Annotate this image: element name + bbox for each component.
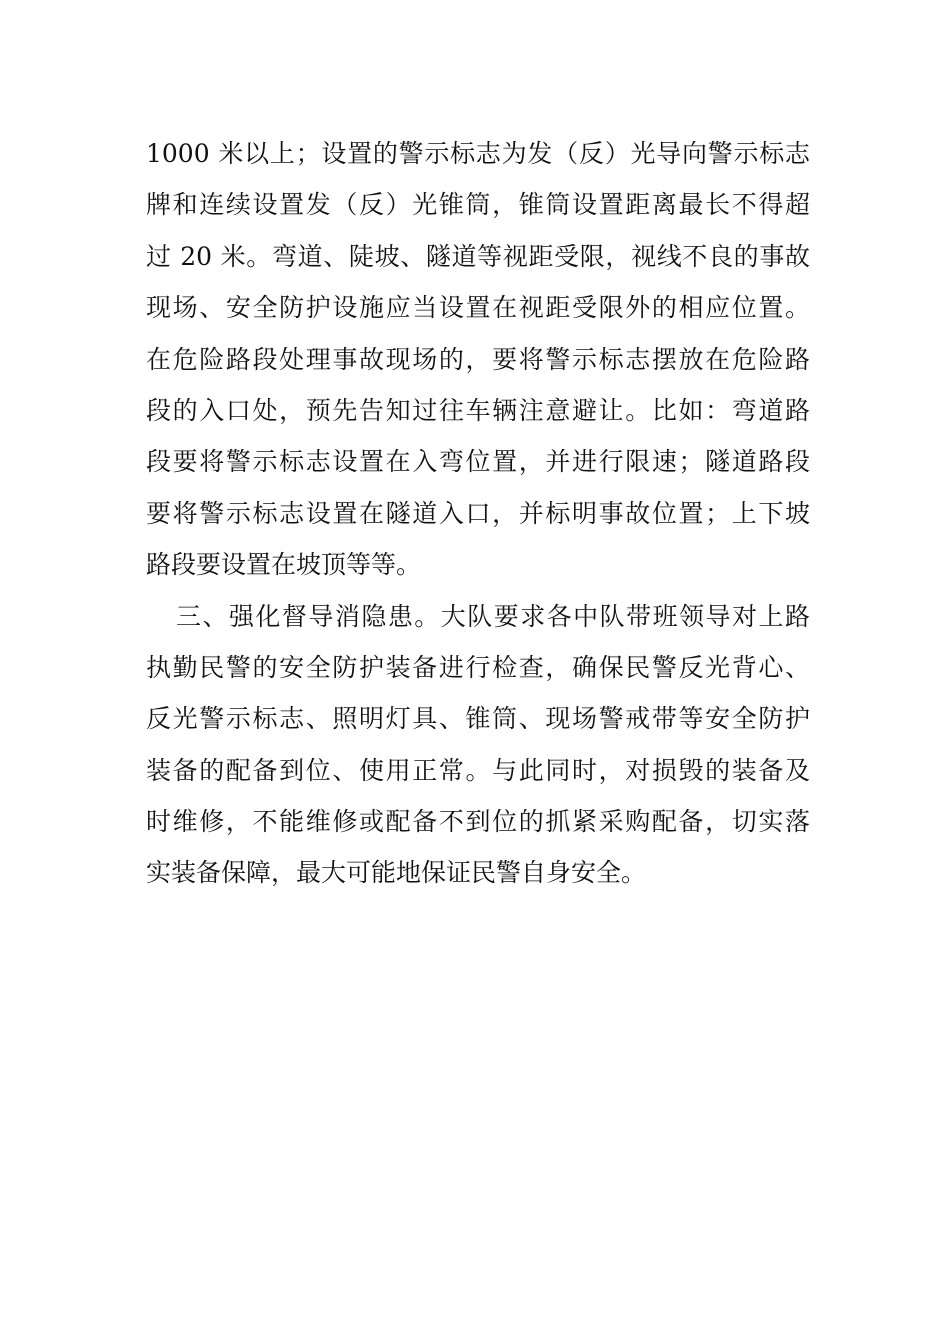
text-line: 执勤民警的安全防护装备进行检查，确保民警反光背心、 — [146, 652, 810, 682]
text-line: 时维修，不能维修或配备不到位的抓紧采购配备，切实落 — [146, 807, 810, 837]
text-line: 现场、安全防护设施应当设置在视距受限外的相应位置。 — [146, 293, 810, 323]
text-line: 1000 米以上；设置的警示标志为发（反）光导向警示标志 — [146, 139, 810, 168]
text-line: 要将警示标志设置在隧道入口，并标明事故位置；上下坡 — [146, 498, 810, 528]
text-line: 牌和连续设置发（反）光锥筒，锥筒设置距离最长不得超 — [146, 190, 810, 220]
text-line: 在危险路段处理事故现场的，要将警示标志摆放在危险路 — [146, 344, 810, 374]
text-line: 段的入口处，预先告知过往车辆注意避让。比如：弯道路 — [146, 395, 810, 425]
text-line: 实装备保障，最大可能地保证民警自身安全。 — [146, 858, 647, 888]
text-line: 反光警示标志、照明灯具、锥筒、现场警戒带等安全防护 — [146, 704, 810, 734]
text-line: 过 20 米。弯道、陡坡、隧道等视距受限，视线不良的事故 — [146, 241, 810, 271]
text-line: 路段要设置在坡顶等等。 — [146, 550, 422, 580]
document-body — [146, 128, 810, 899]
text-line: 段要将警示标志设置在入弯位置，并进行限速；隧道路段 — [146, 447, 810, 477]
text-line: 装备的配备到位、使用正常。与此同时，对损毁的装备及 — [146, 755, 810, 785]
paragraph-section-three — [146, 591, 810, 899]
section-heading-line: 三、强化督导消隐患。大队要求各中队带班领导对上路 — [176, 601, 810, 631]
paragraph-continuation — [146, 128, 810, 591]
